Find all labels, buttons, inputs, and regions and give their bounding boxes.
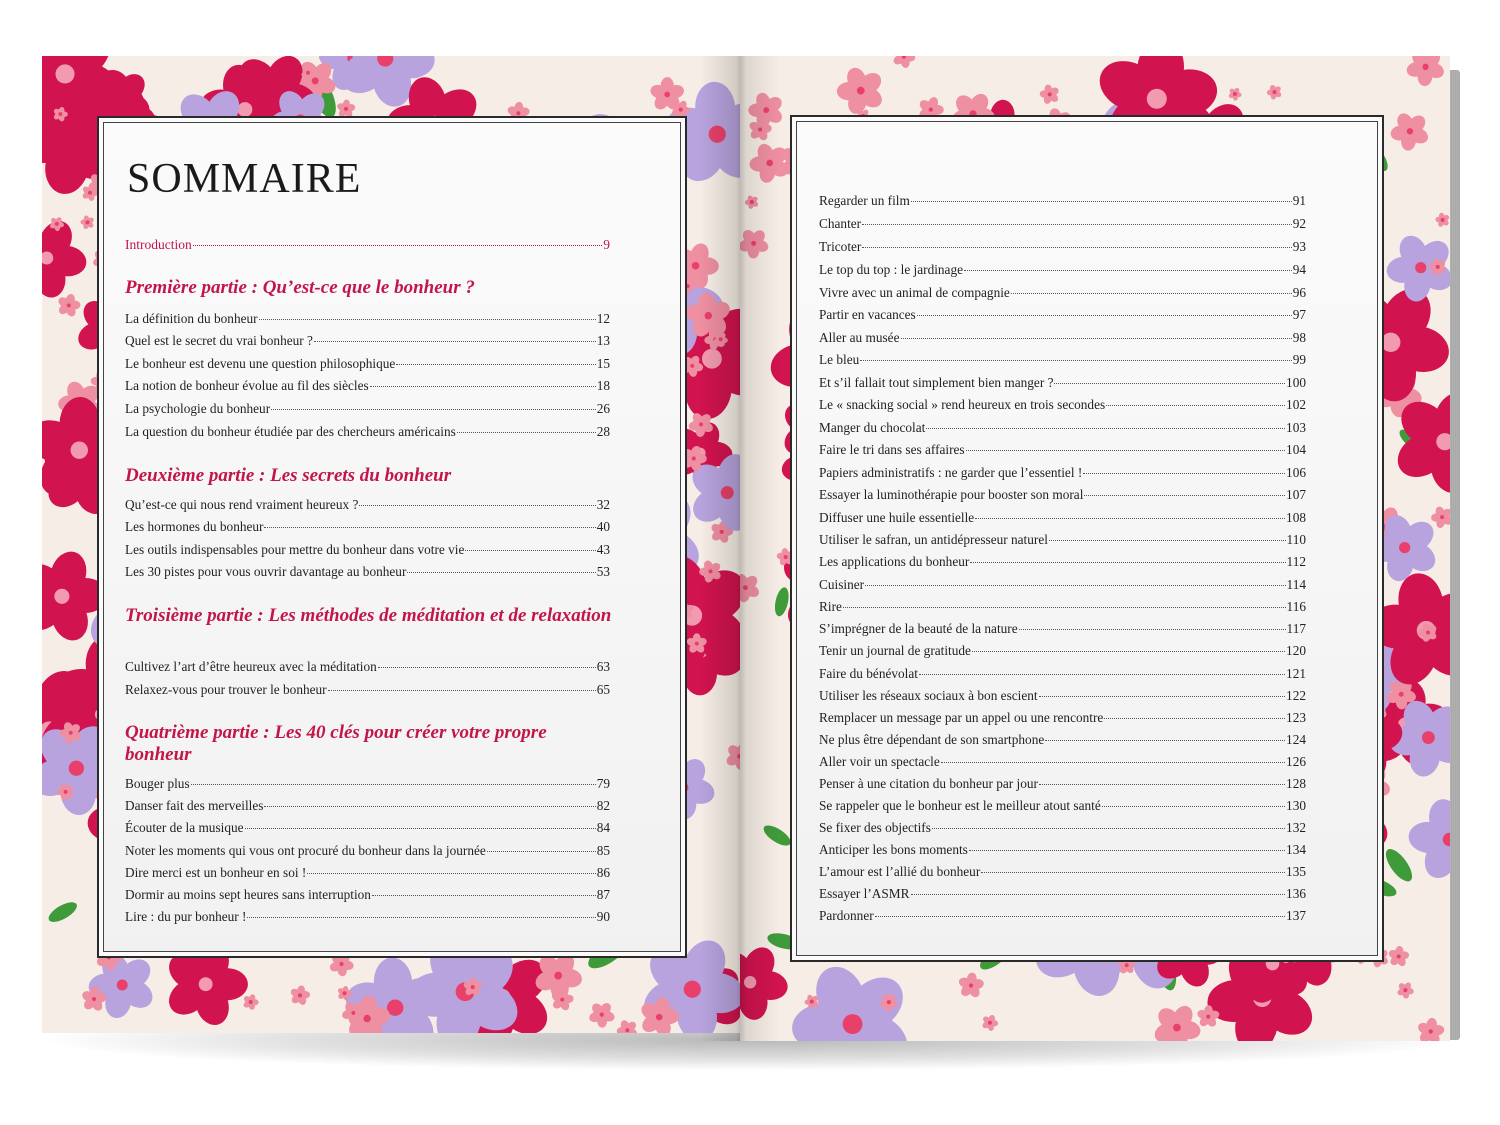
flower-shape [80, 215, 95, 230]
toc-entry-label: Manger du chocolat [819, 420, 926, 435]
toc-leader-dots [359, 505, 595, 506]
toc-entry-label: Ne plus être dépendant de son smartphone [819, 732, 1045, 747]
toc-entry-introduction [125, 237, 610, 253]
toc-entry-label: Relaxez-vous pour trouver le bonheur [125, 682, 327, 697]
toc-entry-label: Les hormones du bonheur [125, 519, 264, 534]
toc-leader-dots [941, 762, 1285, 763]
toc-leader-dots [396, 364, 595, 365]
toc-leader-dots [247, 917, 595, 918]
toc-entry-page: 134 [1286, 842, 1306, 857]
toc-leader-dots [972, 651, 1285, 652]
toc-entry-label: La définition du bonheur [125, 311, 258, 326]
toc-entry [125, 682, 610, 698]
toc-entry [125, 519, 610, 535]
flower-shape [588, 1001, 616, 1028]
toc-entry-page: 98 [1292, 330, 1306, 345]
toc-entry-label: Danser fait des merveilles [125, 798, 264, 813]
toc-entry-page: 32 [596, 497, 610, 512]
flower-shape [289, 985, 310, 1006]
toc-entry [819, 732, 1306, 748]
toc-entry-page: 100 [1286, 375, 1306, 390]
toc-leader-dots [1083, 473, 1285, 474]
toc-entry [819, 239, 1306, 255]
toc-entry-label: Les applications du bonheur [819, 554, 970, 569]
toc-entry-page: 122 [1286, 688, 1306, 703]
toc-entry-page: 124 [1286, 732, 1306, 747]
leaf-shape [46, 898, 80, 925]
toc-leader-dots [969, 850, 1285, 851]
toc-entry [125, 542, 610, 558]
toc-entry-page: 9 [603, 237, 610, 252]
toc-leader-dots [865, 585, 1285, 586]
toc-leader-dots [911, 894, 1286, 895]
toc-entry-page: 102 [1286, 397, 1306, 412]
toc-entry [125, 659, 610, 675]
toc-leader-dots [862, 247, 1291, 248]
toc-entry-label: Rire [819, 599, 842, 614]
toc-leader-dots [378, 667, 596, 668]
toc-entry-label: Vivre avec un animal de compagnie [819, 285, 1010, 300]
toc-leader-dots [919, 674, 1285, 675]
toc-leader-dots [932, 828, 1285, 829]
toc-entry [125, 401, 610, 417]
toc-leader-dots [307, 873, 595, 874]
toc-entry [819, 307, 1306, 323]
flower-shape [57, 293, 81, 318]
flower-shape [1416, 1017, 1445, 1041]
toc-entry-page: 128 [1286, 776, 1306, 791]
toc-entry-page: 108 [1286, 510, 1306, 525]
flower-shape [42, 216, 88, 300]
toc-entry [819, 554, 1306, 570]
toc-entry-label: Dormir au moins sept heures sans interruption [125, 887, 371, 902]
toc-entry [819, 442, 1306, 458]
toc-entry [819, 352, 1306, 368]
toc-entry-label: Diffuser une huile essentielle [819, 510, 975, 525]
toc-entry-page: 91 [1292, 193, 1306, 208]
toc-entry-label: Les 30 pistes pour vous ouvrir davantage au bonheur [125, 564, 407, 579]
toc-entry-label: La question du bonheur étudiée par des chercheurs américains [125, 424, 456, 439]
toc-entry-page: 93 [1292, 239, 1306, 254]
toc-entry [819, 842, 1306, 858]
toc-leader-dots [1039, 784, 1285, 785]
toc-entry-label: S’imprégner de la beauté de la nature [819, 621, 1018, 636]
toc-entry-page: 84 [596, 820, 610, 835]
toc-entry-page: 40 [596, 519, 610, 534]
toc-entry [125, 564, 610, 580]
toc-entry [125, 776, 610, 792]
toc-entry-label: Anticiper les bons moments [819, 842, 968, 857]
toc-leader-dots [843, 607, 1286, 608]
part-heading-2: Deuxième partie : Les secrets du bonheur [125, 465, 452, 486]
toc-entry [819, 285, 1306, 301]
toc-leader-dots [487, 851, 596, 852]
toc-entry-label: Et s’il fallait tout simplement bien manger ? [819, 375, 1054, 390]
toc-entry [819, 375, 1306, 391]
toc-entry [819, 798, 1306, 814]
toc-entry-page: 92 [1292, 216, 1306, 231]
toc-entry-label: Noter les moments qui vous ont procuré du bonheur dans la journée [125, 843, 486, 858]
toc-entry [125, 820, 610, 836]
toc-entry-page: 132 [1286, 820, 1306, 835]
toc-leader-dots [191, 784, 596, 785]
toc-entry-page: 96 [1292, 285, 1306, 300]
toc-entry-label: Essayer l’ASMR [819, 886, 910, 901]
toc-entry-page: 53 [596, 564, 610, 579]
toc-entry [819, 420, 1306, 436]
toc-entry-page: 99 [1292, 352, 1306, 367]
toc-entry [819, 754, 1306, 770]
toc-leader-dots [966, 450, 1285, 451]
toc-leader-dots [964, 270, 1292, 271]
flower-shape [981, 1014, 998, 1032]
toc-leader-dots [1106, 405, 1285, 406]
flower-shape [837, 65, 886, 116]
toc-entry-page: 104 [1286, 442, 1306, 457]
toc-leader-dots [1039, 696, 1285, 697]
toc-entry [819, 262, 1306, 278]
toc-leader-dots [193, 245, 603, 246]
toc-entry-label: Partir en vacances [819, 307, 916, 322]
toc-entry-label: Cultivez l’art d’être heureux avec la méditation [125, 659, 377, 674]
toc-entry-page: 116 [1286, 599, 1306, 614]
flower-shape [1405, 56, 1446, 87]
toc-entry-page: 114 [1286, 577, 1306, 592]
toc-entry-label: Cuisiner [819, 577, 865, 592]
toc-leader-dots [271, 409, 596, 410]
toc-entry-page: 123 [1286, 710, 1306, 725]
toc-leader-dots [1084, 495, 1285, 496]
toc-entry-label: Papiers administratifs : ne garder que l’essentiel ! [819, 465, 1083, 480]
toc-entry [125, 865, 610, 881]
flower-shape [1407, 796, 1450, 883]
toc-entry-label: Lire : du pur bonheur ! [125, 909, 247, 924]
toc-leader-dots [875, 916, 1285, 917]
toc-entry [819, 216, 1306, 232]
toc-entry-label: Utiliser les réseaux sociaux à bon escient [819, 688, 1038, 703]
leaf-shape [1381, 845, 1417, 886]
toc-entry [819, 820, 1306, 836]
toc-entry-page: 126 [1286, 754, 1306, 769]
toc-leader-dots [1019, 629, 1286, 630]
toc-entry-page: 65 [596, 682, 610, 697]
toc-entry-page: 110 [1286, 532, 1306, 547]
toc-entry-page: 120 [1286, 643, 1306, 658]
toc-leader-dots [901, 338, 1292, 339]
toc-entry-label: Quel est le secret du vrai bonheur ? [125, 333, 313, 348]
toc-entry-label: Le bleu [819, 352, 860, 367]
toc-entry-page: 15 [596, 356, 610, 371]
toc-leader-dots [465, 550, 595, 551]
toc-entry-page: 97 [1292, 307, 1306, 322]
toc-entry-label: Chanter [819, 216, 862, 231]
toc-entry-label: Le « snacking social » rend heureux en trois secondes [819, 397, 1106, 412]
toc-entry [819, 532, 1306, 548]
toc-entry-page: 130 [1286, 798, 1306, 813]
toc-entry-page: 107 [1286, 487, 1306, 502]
toc-leader-dots [981, 872, 1285, 873]
toc-entry-label: Essayer la luminothérapie pour booster son moral [819, 487, 1084, 502]
toc-leader-dots [975, 518, 1285, 519]
flower-shape [1435, 212, 1450, 228]
toc-entry-label: Utiliser le safran, un antidépresseur naturel [819, 532, 1048, 547]
toc-entry-label: Bouger plus [125, 776, 190, 791]
toc-leader-dots [407, 572, 595, 573]
toc-entry-page: 136 [1286, 886, 1306, 901]
toc-leader-dots [314, 341, 596, 342]
toc-entry-label: Penser à une citation du bonheur par jour [819, 776, 1038, 791]
toc-entry-label: Faire du bénévolat [819, 666, 918, 681]
toc-entry [819, 487, 1306, 503]
toc-entry [125, 356, 610, 372]
toc-entry-label: Qu’est-ce qui nous rend vraiment heureux ? [125, 497, 359, 512]
toc-entry-page: 26 [596, 401, 610, 416]
flower-shape [1228, 87, 1242, 101]
part-heading-4: Quatrième partie : Les 40 clés pour créer votre propre bonheur [125, 722, 547, 765]
toc-entry [125, 497, 610, 513]
toc-leader-dots [862, 224, 1292, 225]
flower-shape [957, 972, 984, 999]
flower-shape [1396, 981, 1414, 999]
toc-entry-page: 86 [596, 865, 610, 880]
toc-entry-label: La psychologie du bonheur [125, 401, 271, 416]
flower-shape [1431, 505, 1450, 529]
toc-entry [819, 510, 1306, 526]
toc-entry [819, 908, 1306, 924]
toc-leader-dots [245, 828, 596, 829]
toc-entry [125, 798, 610, 814]
toc-entry-label: Les outils indispensables pour mettre du bonheur dans votre vie [125, 542, 465, 557]
toc-entry [819, 643, 1306, 659]
flower-shape [740, 942, 790, 1022]
toc-entry-page: 85 [596, 843, 610, 858]
toc-leader-dots [264, 806, 595, 807]
flower-shape [892, 56, 916, 69]
toc-entry [125, 887, 610, 903]
toc-entry [819, 864, 1306, 880]
toc-entry [125, 909, 610, 925]
toc-entry-label: L’amour est l’allié du bonheur [819, 864, 981, 879]
toc-leader-dots [328, 690, 596, 691]
toc-entry [125, 843, 610, 859]
toc-entry-label: Tenir un journal de gratitude [819, 643, 971, 658]
toc-entry-label: Pardonner [819, 908, 874, 923]
flower-shape [740, 227, 770, 258]
toc-leader-dots [911, 201, 1292, 202]
toc-entry [819, 886, 1306, 902]
flower-shape [745, 195, 759, 210]
toc-entry [819, 666, 1306, 682]
toc-entry [125, 378, 610, 394]
toc-entry-page: 82 [596, 798, 610, 813]
toc-entry-label: Dire merci est un bonheur en soi ! [125, 865, 307, 880]
toc-entry-label: Aller voir un spectacle [819, 754, 940, 769]
toc-leader-dots [917, 315, 1292, 316]
toc-leader-dots [860, 360, 1291, 361]
toc-entry-label: Écouter de la musique [125, 820, 244, 835]
toc-entry [819, 776, 1306, 792]
toc-entry-label: Le bonheur est devenu une question philosophique [125, 356, 396, 371]
toc-entry [819, 599, 1306, 615]
flower-shape [1387, 946, 1409, 968]
toc-entry-page: 87 [596, 887, 610, 902]
toc-leader-dots [1011, 293, 1292, 294]
toc-leader-dots [1104, 718, 1285, 719]
toc-entry [819, 621, 1306, 637]
toc-entry-label: Remplacer un message par un appel ou une rencontre [819, 710, 1104, 725]
toc-entry-page: 43 [596, 542, 610, 557]
toc-entry-label: Le top du top : le jardinage [819, 262, 964, 277]
toc-leader-dots [264, 527, 595, 528]
toc-entry-label: Faire le tri dans ses affaires [819, 442, 965, 457]
flower-shape [616, 1019, 638, 1033]
toc-entry [125, 333, 610, 349]
toc-entry [819, 465, 1306, 481]
toc-entry-label: La notion de bonheur évolue au fil des siècles [125, 378, 369, 393]
flower-shape [242, 993, 258, 1010]
toc-entry-page: 94 [1292, 262, 1306, 277]
toc-entry [819, 710, 1306, 726]
flower-shape [740, 572, 761, 603]
toc-leader-dots [370, 386, 596, 387]
part-heading-3: Troisième partie : Les méthodes de méditation et de relaxation [125, 605, 612, 626]
toc-leader-dots [1049, 540, 1286, 541]
toc-leader-dots [457, 432, 596, 433]
toc-entry [819, 577, 1306, 593]
toc-leader-dots [1102, 806, 1285, 807]
flower-shape [1267, 84, 1283, 100]
toc-entry-page: 103 [1286, 420, 1306, 435]
toc-entry-page: 63 [596, 659, 610, 674]
toc-entry-label: Introduction [125, 237, 192, 252]
toc-leader-dots [372, 895, 596, 896]
toc-entry-page: 117 [1286, 621, 1306, 636]
toc-entry-page: 137 [1286, 908, 1306, 923]
toc-entry [125, 311, 610, 327]
toc-entry-page: 12 [596, 311, 610, 326]
flower-shape [1152, 1002, 1202, 1041]
leaf-shape [761, 822, 794, 850]
flower-shape [1389, 111, 1430, 152]
toc-leader-dots [970, 562, 1285, 563]
toc-leader-dots [1054, 383, 1285, 384]
toc-entry-page: 28 [596, 424, 610, 439]
toc-entry-page: 121 [1286, 666, 1306, 681]
toc-entry-page: 79 [596, 776, 610, 791]
toc-entry [819, 397, 1306, 413]
toc-entry-page: 18 [596, 378, 610, 393]
toc-entry-label: Se rappeler que le bonheur est le meilleur atout santé [819, 798, 1101, 813]
toc-entry-page: 112 [1286, 554, 1306, 569]
toc-entry-label: Aller au musée [819, 330, 900, 345]
toc-entry [125, 424, 610, 440]
toc-entry [819, 330, 1306, 346]
toc-entry [819, 688, 1306, 704]
flower-shape [1039, 84, 1060, 105]
part-heading-1: Première partie : Qu’est-ce que le bonheur ? [125, 277, 475, 298]
toc-entry-label: Se fixer des objectifs [819, 820, 931, 835]
page-title: SOMMAIRE [127, 156, 362, 202]
toc-entry-page: 13 [596, 333, 610, 348]
toc-entry-page: 90 [596, 909, 610, 924]
toc-leader-dots [1045, 740, 1285, 741]
toc-entry [819, 193, 1306, 209]
toc-leader-dots [926, 428, 1285, 429]
toc-entry-label: Regarder un film [819, 193, 910, 208]
toc-entry-page: 135 [1286, 864, 1306, 879]
toc-leader-dots [259, 319, 596, 320]
toc-entry-page: 106 [1286, 465, 1306, 480]
toc-entry-label: Tricoter [819, 239, 862, 254]
